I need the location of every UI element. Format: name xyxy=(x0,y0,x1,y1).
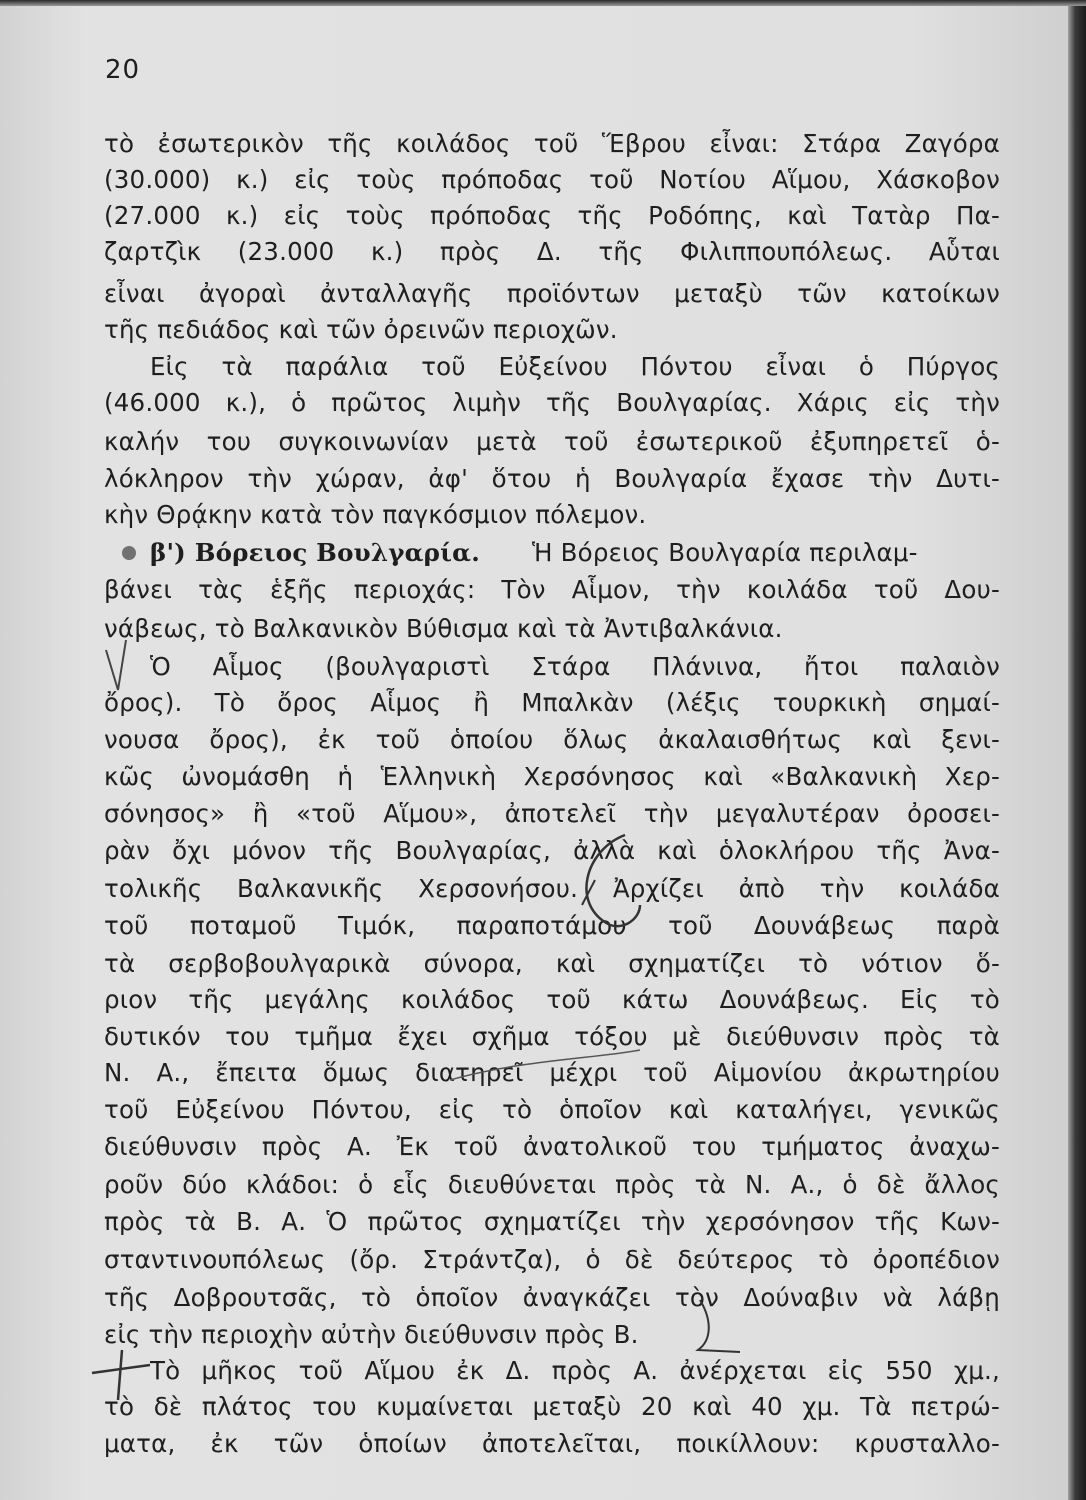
margin-check-mark xyxy=(106,640,126,690)
text-line: Ἡ Βόρειος Βουλγαρία περιλαμ- xyxy=(531,538,918,567)
text-line: καλήν του συγκοινωνίαν μετὰ τοῦ ἐσωτερικοῦ ἐξυπηρετεῖ ὁ- xyxy=(104,427,1000,456)
text-line: σταντινουπόλεως (ὄρ. Στράντζα), ὁ δὲ δεύτερος τὸ ὀροπέδιον xyxy=(104,1245,1000,1274)
text-line: ροῦν δύο κλάδοι: ὁ εἷς διευθύνεται πρὸς τὰ Ν. Α., ὁ δὲ ἄλλος xyxy=(104,1170,1000,1199)
text-line: πρὸς τὰ Β. Α. Ὁ πρῶτος σχηματίζει τὴν χερσόνησον τῆς Κων- xyxy=(104,1207,1000,1236)
text-line: Τὸ μῆκος τοῦ Αἵμου ἐκ Δ. πρὸς Α. ἀνέρχεται εἰς 550 χμ., xyxy=(150,1356,1000,1385)
text-line: τοῦ ποταμοῦ Τιμόκ, παραποτάμου τοῦ Δουνάβεως παρὰ xyxy=(104,911,1000,940)
scan-top-edge xyxy=(0,0,1086,6)
text-line: νάβεως, τὸ Βαλκανικὸν Βύθισμα καὶ τὰ Ἀντιβαλκάνια. xyxy=(104,614,783,643)
bullet-mark xyxy=(122,546,136,560)
text-line: τὰ σερβοβουλγαρικὰ σύνορα, καὶ σχηματίζει τὸ νότιον ὅ- xyxy=(104,949,1000,978)
text-line: λόκληρον τὴν χώραν, ἀφ' ὅτου ἡ Βουλγαρία ἔχασε τὴν Δυτι- xyxy=(104,464,1000,493)
text-line: σόνησος» ἢ «τοῦ Αἵμου», ἀποτελεῖ τὴν μεγαλυτέραν ὀροσει- xyxy=(104,799,1000,828)
section-heading-line xyxy=(150,536,1000,570)
text-line: (46.000 κ.), ὁ πρῶτος λιμὴν τῆς Βουλγαρίας. Χάρις εἰς τὴν xyxy=(104,388,1000,417)
text-line: τὸ ἐσωτερικὸν τῆς κοιλάδος τοῦ Ἕβρου εἶναι: Στάρα Ζαγόρα xyxy=(104,129,1000,158)
text-line: ριον τῆς μεγάλης κοιλάδος τοῦ κάτω Δουνάβεως. Εἰς τὸ xyxy=(104,985,1000,1014)
text-line: Ὁ Αἷμος (βουλγαριστὶ Στάρα Πλάνινα, ἤτοι παλαιὸν xyxy=(150,652,1000,681)
text-line: τῆς Δοβρουτσᾶς, τὸ ὁποῖον ἀναγκάζει τὸν Δούναβιν νὰ λάβῃ xyxy=(104,1283,1000,1312)
text-line: δυτικόν του τμῆμα ἔχει σχῆμα τόξου μὲ διεύθυνσιν πρὸς τὰ xyxy=(104,1022,1000,1051)
text-line: (27.000 κ.) εἰς τοὺς πρόποδας τῆς Ροδόπης, καὶ Τατὰρ Πα- xyxy=(104,201,1000,230)
text-line: κῶς ὠνομάσθη ἡ Ἑλληνικὴ Χερσόνησος καὶ «Βαλκανικὴ Χερ- xyxy=(104,762,1000,791)
text-line: τοῦ Εὐξείνου Πόντου, εἰς τὸ ὁποῖον καὶ καταλήγει, γενικῶς xyxy=(104,1095,1000,1124)
text-line: νουσα ὄρος), ἐκ τοῦ ὁποίου ὅλως ἀκαλαισθήτως καὶ ξενι- xyxy=(104,725,1000,754)
text-line: (30.000) κ.) εἰς τοὺς πρόποδας τοῦ Νοτίου Αἵμου, Χάσκοβον xyxy=(104,165,1000,194)
text-line: Εἰς τὰ παράλια τοῦ Εὐξείνου Πόντου εἶναι ὁ Πύργος xyxy=(150,352,1000,381)
text-line: κὴν Θρᾴκην κατὰ τὸν παγκόσμιον πόλεμον. xyxy=(104,500,647,529)
text-line: εἶναι ἀγοραὶ ἀνταλλαγῆς προϊόντων μεταξὺ τῶν κατοίκων xyxy=(104,279,1000,308)
text-line: διεύθυνσιν πρὸς Α. Ἐκ τοῦ ἀνατολικοῦ του τμήματος ἀναχω- xyxy=(104,1132,1000,1161)
book-spine-edge xyxy=(1068,0,1086,1500)
section-heading: β') Βόρειος Βουλγαρία. xyxy=(150,538,480,567)
text-line: ζαρτζὶκ (23.000 κ.) πρὸς Δ. τῆς Φιλιππουπόλεως. Αὗται xyxy=(104,237,1000,266)
text-line: τῆς πεδιάδος καὶ τῶν ὀρεινῶν περιοχῶν. xyxy=(104,315,618,344)
text-line: βάνει τὰς ἑξῆς περιοχάς: Τὸν Αἷμον, τὴν κοιλάδα τοῦ Δου- xyxy=(104,575,1000,604)
text-line: τολικῆς Βαλκανικῆς Χερσονήσου. Ἀρχίζει ἀπὸ τὴν κοιλάδα xyxy=(104,874,1000,903)
page-number: 20 xyxy=(105,55,141,85)
text-line: τὸ δὲ πλάτος του κυμαίνεται μεταξὺ 20 καὶ 40 χμ. Τὰ πετρώ- xyxy=(104,1392,1000,1421)
text-line: ματα, ἐκ τῶν ὁποίων ἀποτελεῖται, ποικίλλουν: κρυσταλλο- xyxy=(104,1429,1000,1458)
text-line: ρὰν ὄχι μόνον τῆς Βουλγαρίας, ἀλλὰ καὶ ὁλοκλήρου τῆς Ἀνα- xyxy=(104,836,1000,865)
text-line: εἰς τὴν περιοχὴν αὐτὴν διεύθυνσιν πρὸς Β. xyxy=(104,1320,639,1349)
text-line: Ν. Α., ἔπειτα ὅμως διατηρεῖ μέχρι τοῦ Αἱμονίου ἀκρωτηρίου xyxy=(104,1058,1000,1087)
text-line: ὄρος). Τὸ ὄρος Αἷμος ἢ Μπαλκὰν (λέξις τουρκικὴ σημαί- xyxy=(104,688,1000,717)
